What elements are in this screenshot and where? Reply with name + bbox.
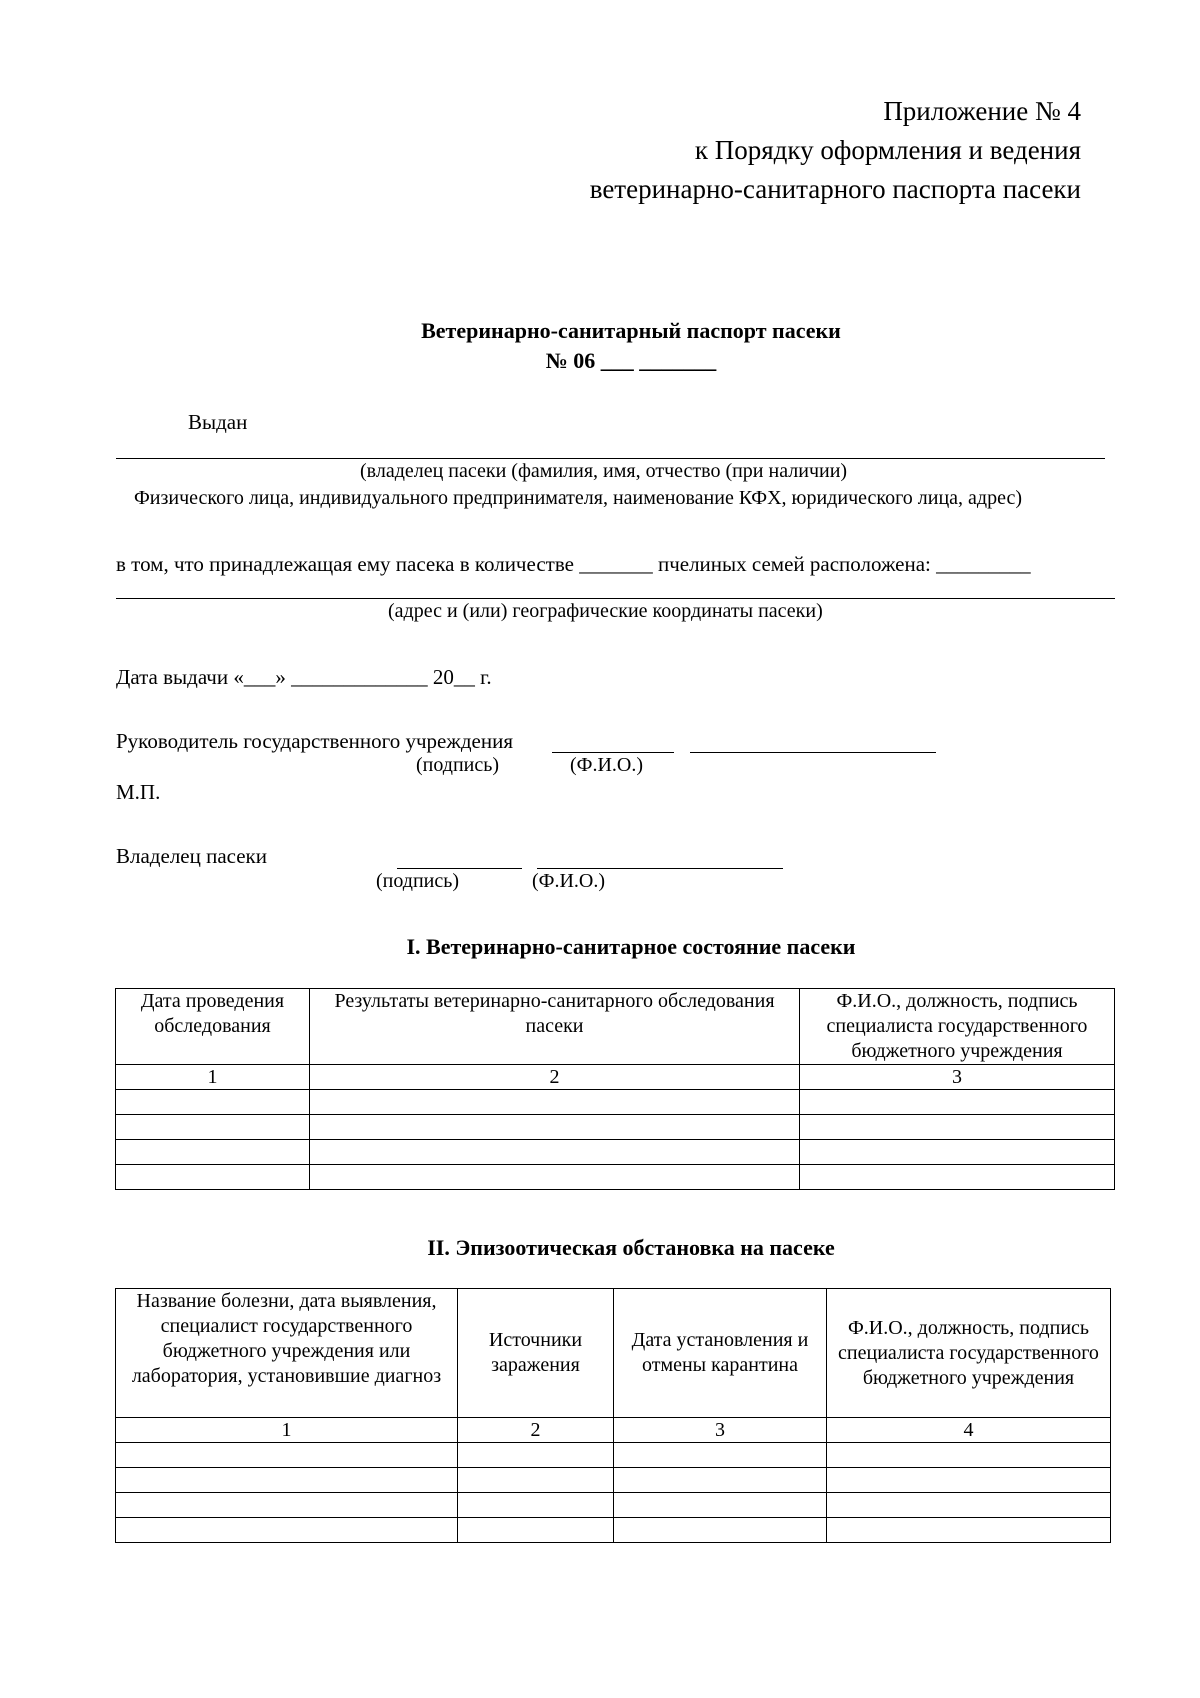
table-cell[interactable] xyxy=(116,1115,310,1140)
apiary-statement: в том, что принадлежащая ему пасека в количестве _______ пчелиных семей расположена: _________ xyxy=(116,552,1031,576)
table-row xyxy=(116,1443,1111,1468)
column-header: Ф.И.О., должность, подпись специалиста государственного бюджетного учреждения xyxy=(827,1289,1111,1418)
appendix-reference: к Порядку оформления и ведения xyxy=(694,135,1081,165)
head-name-caption: (Ф.И.О.) xyxy=(570,754,644,776)
table-cell[interactable] xyxy=(827,1443,1111,1468)
owner-name-line[interactable] xyxy=(537,868,783,869)
column-number: 1 xyxy=(116,1418,458,1443)
column-number: 4 xyxy=(827,1418,1111,1443)
head-signature-line[interactable] xyxy=(552,752,674,753)
stamp-label: М.П. xyxy=(116,780,161,804)
owner-caption: (владелец пасеки (фамилия, имя, отчество (при наличии) xyxy=(360,460,848,482)
owner-signature-line[interactable] xyxy=(397,868,522,869)
table-row xyxy=(116,1493,1111,1518)
table-cell[interactable] xyxy=(458,1518,614,1543)
section-1-title: I. Ветеринарно-санитарное состояние пасеки xyxy=(406,934,856,959)
column-number: 2 xyxy=(310,1065,800,1090)
table-row xyxy=(116,1518,1111,1543)
table-cell[interactable] xyxy=(116,1493,458,1518)
table-cell[interactable] xyxy=(827,1518,1111,1543)
column-header: Название болезни, дата выявления, специалист государственного бюджетного учреждения или лаборатория, установившие диагноз xyxy=(116,1289,458,1418)
table-cell[interactable] xyxy=(116,1165,310,1190)
owner-caption-details: Физического лица, индивидуального предпринимателя, наименование КФХ, юридического лица, адрес) xyxy=(134,487,1023,509)
table-row xyxy=(116,1140,1115,1165)
column-number-row xyxy=(116,1418,1111,1443)
column-header: Источники заражения xyxy=(458,1289,614,1418)
issued-label: Выдан xyxy=(188,410,248,434)
column-header: Дата установления и отмены карантина xyxy=(614,1289,827,1418)
column-number: 2 xyxy=(458,1418,614,1443)
table-row xyxy=(116,1165,1115,1190)
epizootic-table xyxy=(115,1288,1111,1543)
issue-date: Дата выдачи «___» _____________ 20__ г. xyxy=(116,665,492,689)
table-cell[interactable] xyxy=(614,1443,827,1468)
column-number: 3 xyxy=(800,1065,1115,1090)
document-title: Ветеринарно-санитарный паспорт пасеки xyxy=(421,318,841,343)
table-cell[interactable] xyxy=(827,1468,1111,1493)
table-cell[interactable] xyxy=(116,1090,310,1115)
owner-signature-caption: (подпись) xyxy=(376,870,460,892)
table-cell[interactable] xyxy=(614,1493,827,1518)
table-cell[interactable] xyxy=(310,1165,800,1190)
appendix-header xyxy=(590,92,1081,209)
column-header: Ф.И.О., должность, подпись специалиста государственного бюджетного учреждения xyxy=(800,989,1115,1065)
table-cell[interactable] xyxy=(310,1115,800,1140)
column-number: 1 xyxy=(116,1065,310,1090)
document-number: № 06 ___ _______ xyxy=(545,348,717,373)
column-header: Дата проведения обследования xyxy=(116,989,310,1065)
owner-line[interactable] xyxy=(116,458,1105,459)
head-signature-caption: (подпись) xyxy=(416,754,500,776)
table-cell[interactable] xyxy=(614,1518,827,1543)
table-cell[interactable] xyxy=(458,1493,614,1518)
table-cell[interactable] xyxy=(310,1090,800,1115)
table-cell[interactable] xyxy=(458,1443,614,1468)
table-cell[interactable] xyxy=(116,1518,458,1543)
table-cell[interactable] xyxy=(458,1468,614,1493)
table-cell[interactable] xyxy=(614,1468,827,1493)
column-number-row xyxy=(116,1065,1115,1090)
table-cell[interactable] xyxy=(800,1165,1115,1190)
head-label: Руководитель государственного учреждения xyxy=(116,729,514,753)
appendix-reference-2: ветеринарно-санитарного паспорта пасеки xyxy=(589,174,1081,204)
table-cell[interactable] xyxy=(800,1115,1115,1140)
table-cell[interactable] xyxy=(800,1090,1115,1115)
section-2-title: II. Эпизоотическая обстановка на пасеке xyxy=(427,1235,835,1260)
table-row xyxy=(116,1468,1111,1493)
table-row xyxy=(116,1090,1115,1115)
table-cell[interactable] xyxy=(116,1140,310,1165)
table-cell[interactable] xyxy=(116,1468,458,1493)
head-name-line[interactable] xyxy=(690,752,936,753)
address-caption: (адрес и (или) географические координаты пасеки) xyxy=(388,600,823,622)
column-header: Результаты ветеринарно-санитарного обследования пасеки xyxy=(310,989,800,1065)
address-line[interactable] xyxy=(116,598,1115,599)
table-cell[interactable] xyxy=(310,1140,800,1165)
table-row xyxy=(116,1115,1115,1140)
table-cell[interactable] xyxy=(116,1443,458,1468)
owner-label: Владелец пасеки xyxy=(116,844,267,868)
appendix-number: Приложение № 4 xyxy=(883,96,1081,126)
veterinary-status-table xyxy=(115,988,1115,1190)
column-number: 3 xyxy=(614,1418,827,1443)
owner-name-caption: (Ф.И.О.) xyxy=(532,870,606,892)
table-cell[interactable] xyxy=(827,1493,1111,1518)
table-cell[interactable] xyxy=(800,1140,1115,1165)
